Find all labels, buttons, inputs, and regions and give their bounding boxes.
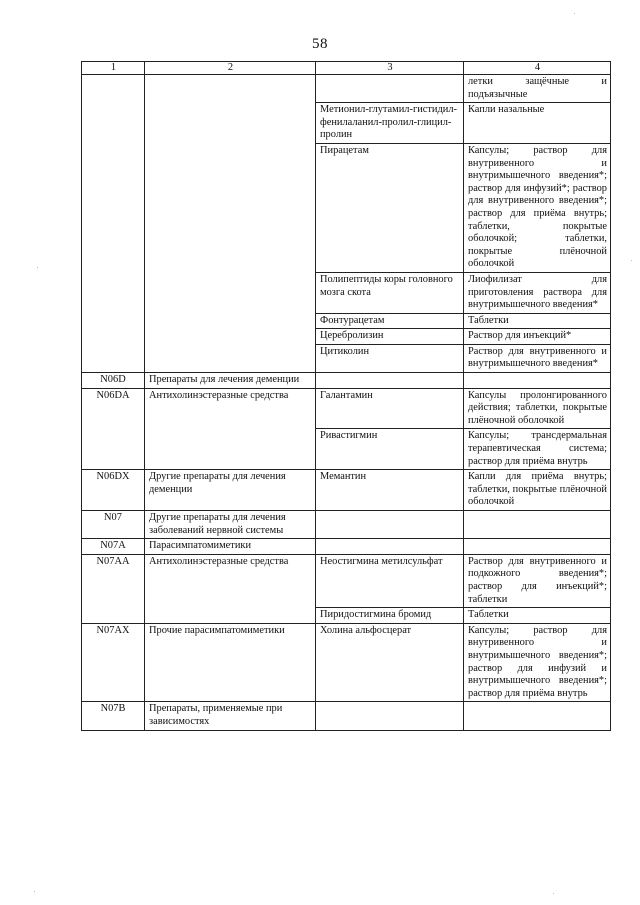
dosage-form-cell: Таблетки — [464, 313, 611, 329]
scan-speck — [553, 893, 554, 894]
column-header: 1 — [82, 62, 145, 75]
dosage-form-cell: Капли назальные — [464, 103, 611, 144]
group-name-cell: Другие препараты для лечения деменции — [145, 470, 316, 511]
dosage-form-cell: летки защёчные и подъязычные — [464, 75, 611, 103]
table-row — [82, 75, 611, 103]
drug-name-cell — [316, 373, 464, 389]
drug-name-cell — [316, 539, 464, 555]
drug-name-cell: Холина альфосцерат — [316, 623, 464, 702]
dosage-form-cell — [464, 511, 611, 539]
dosage-form-cell: Капсулы пролонгированного действия; таблетки, покрытые плёночной оболочкой — [464, 388, 611, 429]
scan-speck — [34, 891, 35, 892]
dosage-form-cell: Капли для приёма внутрь; таблетки, покрытые плёночной оболочкой — [464, 470, 611, 511]
dosage-form-cell — [464, 539, 611, 555]
group-name-cell: Препараты, применяемые при зависимостях — [145, 702, 316, 730]
table-row — [82, 554, 611, 607]
atc-code-cell: N06DA — [82, 388, 145, 470]
table-header-row — [82, 62, 611, 75]
group-name-cell: Парасимпатомиметики — [145, 539, 316, 555]
dosage-form-cell: Раствор для внутривенного и подкожного введения*; раствор для инъекций*; таблетки — [464, 554, 611, 607]
dosage-form-cell: Капсулы; раствор для внутривенного и внутримышечного введения*; раствор для инфузий и внутримышечного введения*; раствор для приёма внутрь — [464, 623, 611, 702]
scan-speck — [574, 13, 575, 14]
atc-code-cell: N07A — [82, 539, 145, 555]
atc-code-cell: N07 — [82, 511, 145, 539]
table-row — [82, 702, 611, 730]
group-name-cell: Другие препараты для лечения заболеваний нервной системы — [145, 511, 316, 539]
column-header: 3 — [316, 62, 464, 75]
drug-table — [81, 61, 611, 731]
atc-code-cell: N07AX — [82, 623, 145, 702]
drug-name-cell — [316, 702, 464, 730]
drug-name-cell: Цитиколин — [316, 344, 464, 372]
drug-name-cell: Полипептиды коры головного мозга скота — [316, 272, 464, 313]
scan-speck — [631, 260, 632, 261]
drug-name-cell: Церебролизин — [316, 329, 464, 345]
column-header: 4 — [464, 62, 611, 75]
drug-name-cell: Мемантин — [316, 470, 464, 511]
dosage-form-cell: Капсулы; раствор для внутривенного и внутримышечного введения*; раствор для инфузий*; раствор для внутривенного введения*; раствор для приёма внутрь; таблетки, покрытые оболочкой; таблетки, покрытые плёночной оболочкой — [464, 143, 611, 272]
atc-code-cell: N06DX — [82, 470, 145, 511]
drug-name-cell — [316, 511, 464, 539]
dosage-form-cell: Раствор для внутривенного и внутримышечного введения* — [464, 344, 611, 372]
drug-name-cell: Ривастигмин — [316, 429, 464, 470]
dosage-form-cell: Капсулы; трансдермальная терапевтическая система; раствор для приёма внутрь — [464, 429, 611, 470]
atc-code-cell — [82, 75, 145, 373]
scan-speck — [37, 267, 38, 268]
drug-name-cell: Метионил-глутамил-гистидил-фенилаланил-пролил-глицил-пролин — [316, 103, 464, 144]
drug-name-cell — [316, 75, 464, 103]
group-name-cell: Препараты для лечения деменции — [145, 373, 316, 389]
drug-name-cell: Неостигмина метилсульфат — [316, 554, 464, 607]
table-row — [82, 623, 611, 702]
dosage-form-cell: Раствор для инъекций* — [464, 329, 611, 345]
page-number: 58 — [312, 36, 328, 52]
drug-name-cell: Галантамин — [316, 388, 464, 429]
dosage-form-cell: Таблетки — [464, 608, 611, 624]
dosage-form-cell: Лиофилизат для приготовления раствора для внутримышечного введения* — [464, 272, 611, 313]
dosage-form-cell — [464, 373, 611, 389]
atc-code-cell: N06D — [82, 373, 145, 389]
table-row — [82, 388, 611, 429]
dosage-form-cell — [464, 702, 611, 730]
drug-name-cell: Пиридостигмина бромид — [316, 608, 464, 624]
drug-name-cell: Фонтурацетам — [316, 313, 464, 329]
group-name-cell: Антихолинэстеразные средства — [145, 388, 316, 470]
table-row — [82, 470, 611, 511]
table-row — [82, 373, 611, 389]
atc-code-cell: N07AA — [82, 554, 145, 623]
group-name-cell: Антихолинэстеразные средства — [145, 554, 316, 623]
table-row — [82, 511, 611, 539]
table-row — [82, 539, 611, 555]
atc-code-cell: N07B — [82, 702, 145, 730]
group-name-cell — [145, 75, 316, 373]
drug-name-cell: Пирацетам — [316, 143, 464, 272]
column-header: 2 — [145, 62, 316, 75]
group-name-cell: Прочие парасимпатомиметики — [145, 623, 316, 702]
